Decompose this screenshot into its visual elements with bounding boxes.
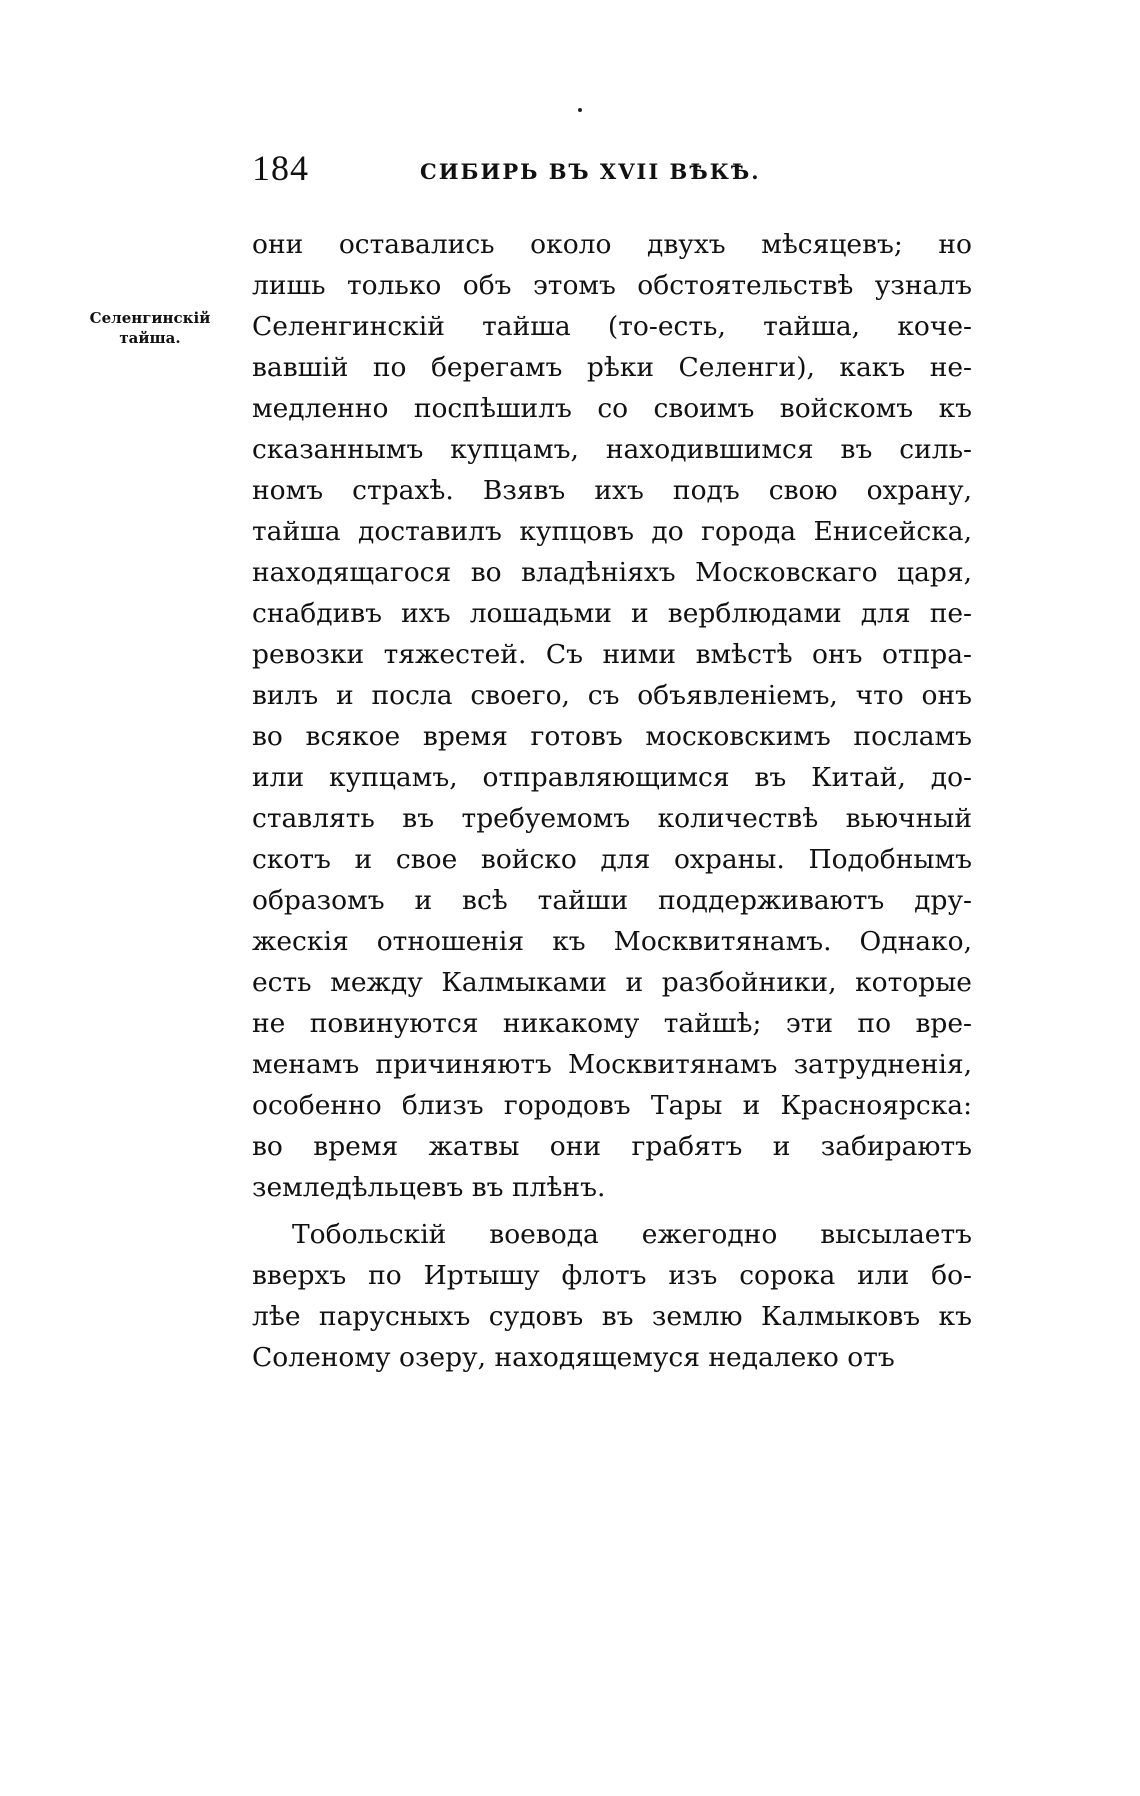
text-line: скотъ и свое войско для охраны. Подобнымъ — [252, 844, 972, 875]
text-line: менамъ причиняютъ Москвитянамъ затрудненія, — [252, 1049, 972, 1080]
text-line: вверхъ по Иртышу флотъ изъ сорока или бо- — [252, 1260, 972, 1291]
text-line: лишь только объ этомъ обстоятельствѣ узналъ — [252, 270, 972, 301]
page-number: 184 — [252, 148, 309, 188]
body-text — [252, 224, 972, 1378]
text-line: ревозки тяжестей. Съ ними вмѣстѣ онъ отпра- — [252, 639, 972, 670]
text-line: сказаннымъ купцамъ, находившимся въ силь- — [252, 434, 972, 465]
text-line: Селенгинскій тайша (то-есть, тайша, коче- — [252, 311, 972, 342]
text-line: тайша доставилъ купцовъ до города Енисейска, — [252, 516, 972, 547]
running-header — [252, 148, 972, 196]
text-line: вилъ и посла своего, съ объявленіемъ, что онъ — [252, 680, 972, 711]
text-line: Тобольскій воевода ежегодно высылаетъ — [292, 1219, 972, 1250]
print-speck — [578, 108, 582, 112]
paragraph — [252, 1214, 972, 1378]
text-line: лѣе парусныхъ судовъ въ землю Калмыковъ къ — [252, 1301, 972, 1332]
text-line: есть между Калмыками и разбойники, которые — [252, 967, 972, 998]
text-line: земледѣльцевъ въ плѣнъ. — [252, 1172, 606, 1203]
text-line: жескія отношенія къ Москвитянамъ. Однако, — [252, 926, 972, 957]
paragraph — [252, 224, 972, 1208]
text-line: во время жатвы они грабятъ и забираютъ — [252, 1131, 972, 1162]
text-line: образомъ и всѣ тайши поддерживаютъ дру- — [252, 885, 972, 916]
text-line: вавшій по берегамъ рѣки Селенги), какъ не- — [252, 352, 972, 383]
text-line: находящагося во владѣніяхъ Московскаго царя, — [252, 557, 972, 588]
text-line: не повинуются никакому тайшѣ; эти по вре- — [252, 1008, 972, 1039]
running-title: СИБИРЬ ВЪ XVII ВѢКѢ. — [420, 159, 761, 184]
margin-note-line: тайша. — [119, 329, 181, 347]
margin-note — [66, 308, 234, 348]
text-line: Соленому озеру, находящемуся недалеко отъ — [252, 1342, 895, 1373]
text-line: особенно близъ городовъ Тары и Красноярска: — [252, 1090, 972, 1121]
text-line: ставлять въ требуемомъ количествѣ вьючный — [252, 803, 972, 834]
text-line: во всякое время готовъ московскимъ посламъ — [252, 721, 972, 752]
margin-note-line: Селенгинскій — [89, 309, 211, 327]
text-line: номъ страхѣ. Взявъ ихъ подъ свою охрану, — [252, 475, 972, 506]
text-line: или купцамъ, отправляющимся въ Китай, до- — [252, 762, 972, 793]
text-line: снабдивъ ихъ лошадьми и верблюдами для пе- — [252, 598, 972, 629]
text-line: медленно поспѣшилъ со своимъ войскомъ къ — [252, 393, 972, 424]
text-line: они оставались около двухъ мѣсяцевъ; но — [252, 229, 972, 260]
